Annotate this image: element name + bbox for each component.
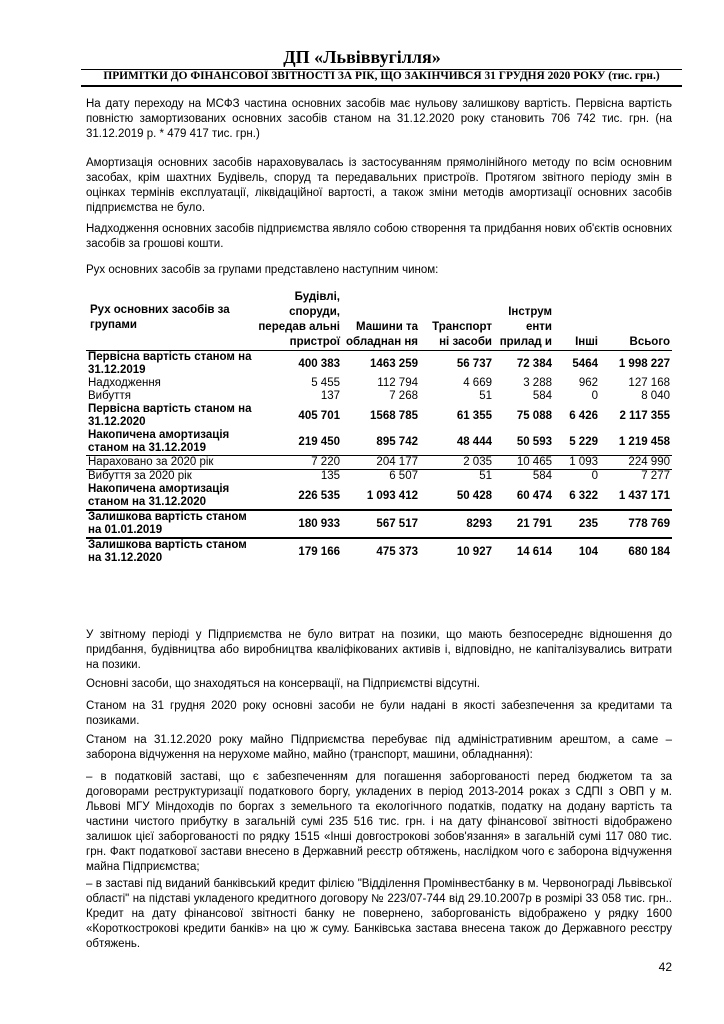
cell-total: 680 184 <box>600 538 672 565</box>
paragraph-borrowing-costs: У звітному періоді у Підприємства не було витрат на позики, що мають безпосереднє відношення до придбання, будівництва або виробництва кваліфікованих активів і, відповідно, не капіталізувались витрати на позики. <box>86 629 672 671</box>
row-label: Вибуття за 2020 рік <box>86 470 256 484</box>
cell-buildings: 226 535 <box>298 489 340 502</box>
table-row <box>86 351 672 378</box>
cell-total: 778 769 <box>600 510 672 538</box>
cell-tools: 584 <box>532 390 552 402</box>
table-header-row <box>86 290 672 351</box>
cell-other: 962 <box>578 377 598 389</box>
cell-total: 1 437 171 <box>618 489 670 502</box>
cell-machinery: 204 177 <box>342 456 420 470</box>
cell-machinery: 6 507 <box>342 470 420 484</box>
cell-buildings: 180 933 <box>256 510 342 538</box>
column-header-buildings: Будівлі, споруди, передав альні пристрої <box>256 290 342 351</box>
table-row <box>86 403 672 429</box>
row-label: Надходження <box>88 377 161 389</box>
cell-buildings: 219 450 <box>298 435 340 448</box>
cell-other: 6 322 <box>569 489 598 502</box>
table-row <box>86 377 672 390</box>
paragraph-collateral: Станом на 31 грудня 2020 року основні засоби не були надані в якості забезпечення за кредитами та позиками. <box>86 700 672 727</box>
table-row <box>86 456 672 470</box>
paragraph-table-intro: Рух основних засобів за групами представлено наступним чином: <box>86 264 439 276</box>
cell-other: 5464 <box>572 357 598 370</box>
cell-tools: 10 465 <box>494 456 554 470</box>
cell-machinery: 1 093 412 <box>366 489 418 502</box>
cell-machinery: 7 268 <box>389 390 418 402</box>
cell-machinery: 567 517 <box>342 510 420 538</box>
cell-tools: 75 088 <box>516 409 552 422</box>
cell-tools: 60 474 <box>516 489 552 502</box>
row-label: Залишкова вартість станом на 01.01.2019 <box>86 510 256 538</box>
row-label: Первісна вартість станом на 31.12.2019 <box>88 351 252 376</box>
page-number: 42 <box>658 960 672 974</box>
row-label: Первісна вартість станом на 31.12.2020 <box>88 403 252 428</box>
cell-other: 0 <box>591 390 598 402</box>
cell-tools: 14 614 <box>494 538 554 565</box>
cell-total: 7 277 <box>600 470 672 484</box>
column-header-machinery: Машини та обладнан ня <box>342 290 420 351</box>
cell-machinery: 475 373 <box>342 538 420 565</box>
cell-buildings: 179 166 <box>256 538 342 565</box>
column-header-total: Всього <box>600 290 672 351</box>
cell-tools: 72 384 <box>516 357 552 370</box>
cell-transport: 50 428 <box>456 489 492 502</box>
header-rule-bottom <box>81 85 682 87</box>
cell-machinery: 1463 259 <box>370 357 418 370</box>
row-label: Накопичена амортизація станом на 31.12.2019 <box>88 429 230 454</box>
paragraph-arrest: Станом на 31.12.2020 року майно Підприємства перебуває під адміністративним арештом, а саме – заборона відчуження на нерухоме майно, майно (транспорт, машини, обладнання): <box>86 734 672 761</box>
section-subtitle: ПРИМІТКИ ДО ФІНАНСОВОЇ ЗВІТНОСТІ ЗА РІК, ЩО ЗАКІНЧИВСЯ 31 ГРУДНЯ 2020 РОКУ (тис. грн.) <box>103 70 660 82</box>
cell-machinery: 112 794 <box>377 377 418 389</box>
cell-transport: 10 927 <box>420 538 494 565</box>
cell-transport: 51 <box>479 390 492 402</box>
table-row <box>86 390 672 403</box>
paragraph-asset-additions: Надходження основних засобів підприємства являло собою створення та придбання нових об'єктів основних засобів за грошові кошти. <box>86 223 672 250</box>
fixed-assets-movement-table <box>86 290 672 565</box>
cell-tools: 21 791 <box>494 510 554 538</box>
cell-machinery: 1568 785 <box>370 409 418 422</box>
paragraph-depreciation-method: Амортизація основних засобів нараховувалась із застосуванням прямолінійного методу по всім основним засобах, крім шахтних Будівель, споруд та передавальних пристроїв. Протягом звітного періоду змін в оцінках термінів експлуатації, ліквідаційної вартості, а також зміни методів амортизації основних засобів підприємства не було. <box>86 157 672 214</box>
cell-other: 5 229 <box>569 435 598 448</box>
cell-transport: 48 444 <box>456 435 492 448</box>
paragraph-bank-pledge: – в заставі під виданий банківський кредит філією "Відділення Промінвестбанку в м. Червонограді Львівської області" на підставі укладеного кредитного договору № 223/07-744 від 29.10.2007р в розмірі 33 058 тис. грн.. Кредит на дату фінансової звітності банку не повернено, заборгованість відображено у рядку 1600 «Короткострокові кредити банків» на цю ж суму. Банківська застава внесена також до Державного реєстру обтяжень. <box>86 878 672 950</box>
cell-tools: 50 593 <box>516 435 552 448</box>
cell-transport: 61 355 <box>456 409 492 422</box>
cell-buildings: 135 <box>256 470 342 484</box>
column-header-group: Рух основних засобів за групами <box>86 290 256 351</box>
company-title: ДП «Львіввугілля» <box>283 47 441 67</box>
row-label: Залишкова вартість станом на 31.12.2020 <box>86 538 256 565</box>
cell-buildings: 400 383 <box>298 357 340 370</box>
cell-buildings: 5 455 <box>311 377 340 389</box>
column-header-other: Інші <box>554 290 600 351</box>
cell-other: 235 <box>554 510 600 538</box>
cell-buildings: 137 <box>320 390 340 402</box>
paragraph-tax-pledge: – в податковій заставі, що є забезпеченням для погашення заборгованості перед бюджетом та за договорами реструктуризації податкового боргу, укладених в період 2013-2014 роках з СДПІ з ОВП у м. Львові МГУ Міндоходів по боргах з земельного та екологічного податків, податку на додану вартість та частини чистого прибутку в загальній сумі 235 516 тис. грн. і на дату фінансової звітності відображено залишок цієї заборгованості по рядку 1515 «Інші довгострокові зобов'язання» в загальній сумі 117 080 тис. грн. Факт податкової застави внесено в Державний реєстр обтяжень, наслідком чого є заборона відчуження майна Підприємства; <box>86 771 672 873</box>
cell-other: 6 426 <box>569 409 598 422</box>
cell-other: 104 <box>554 538 600 565</box>
cell-transport: 51 <box>420 470 494 484</box>
cell-other: 0 <box>554 470 600 484</box>
cell-total: 8 040 <box>641 390 670 402</box>
cell-transport: 2 035 <box>420 456 494 470</box>
cell-buildings: 405 701 <box>298 409 340 422</box>
cell-total: 127 168 <box>628 377 670 389</box>
paragraph-zero-residual-value: На дату переходу на МСФЗ частина основних засобів має нульову залишкову вартість. Первісна вартість повністю замортизованих основних засобів станом на 31.12.2020 року становить 706 742 тис. грн. (на 31.12.2019 р. * 479 417 тис. грн.) <box>86 98 672 140</box>
paragraph-conservation: Основні засоби, що знаходяться на консервації, на Підприємстві відсутні. <box>86 678 480 690</box>
column-header-transport: Транспорт ні засоби <box>420 290 494 351</box>
cell-machinery: 895 742 <box>376 435 418 448</box>
cell-total: 1 998 227 <box>618 357 670 370</box>
cell-total: 2 117 355 <box>619 409 670 422</box>
table-row <box>86 429 672 456</box>
cell-transport: 8293 <box>420 510 494 538</box>
cell-other: 1 093 <box>554 456 600 470</box>
table-row <box>86 538 672 565</box>
cell-transport: 56 737 <box>456 357 492 370</box>
row-label: Нараховано за 2020 рік <box>86 456 256 470</box>
cell-tools: 584 <box>494 470 554 484</box>
table-row <box>86 510 672 538</box>
column-header-tools: Інструм енти прилад и <box>494 290 554 351</box>
cell-transport: 4 669 <box>463 377 492 389</box>
cell-buildings: 7 220 <box>256 456 342 470</box>
cell-tools: 3 288 <box>523 377 552 389</box>
cell-total: 1 219 458 <box>618 435 670 448</box>
cell-total: 224 990 <box>600 456 672 470</box>
table-row <box>86 470 672 484</box>
table-row <box>86 483 672 510</box>
row-label: Накопичена амортизація станом на 31.12.2020 <box>88 483 230 508</box>
row-label: Вибуття <box>88 390 131 402</box>
